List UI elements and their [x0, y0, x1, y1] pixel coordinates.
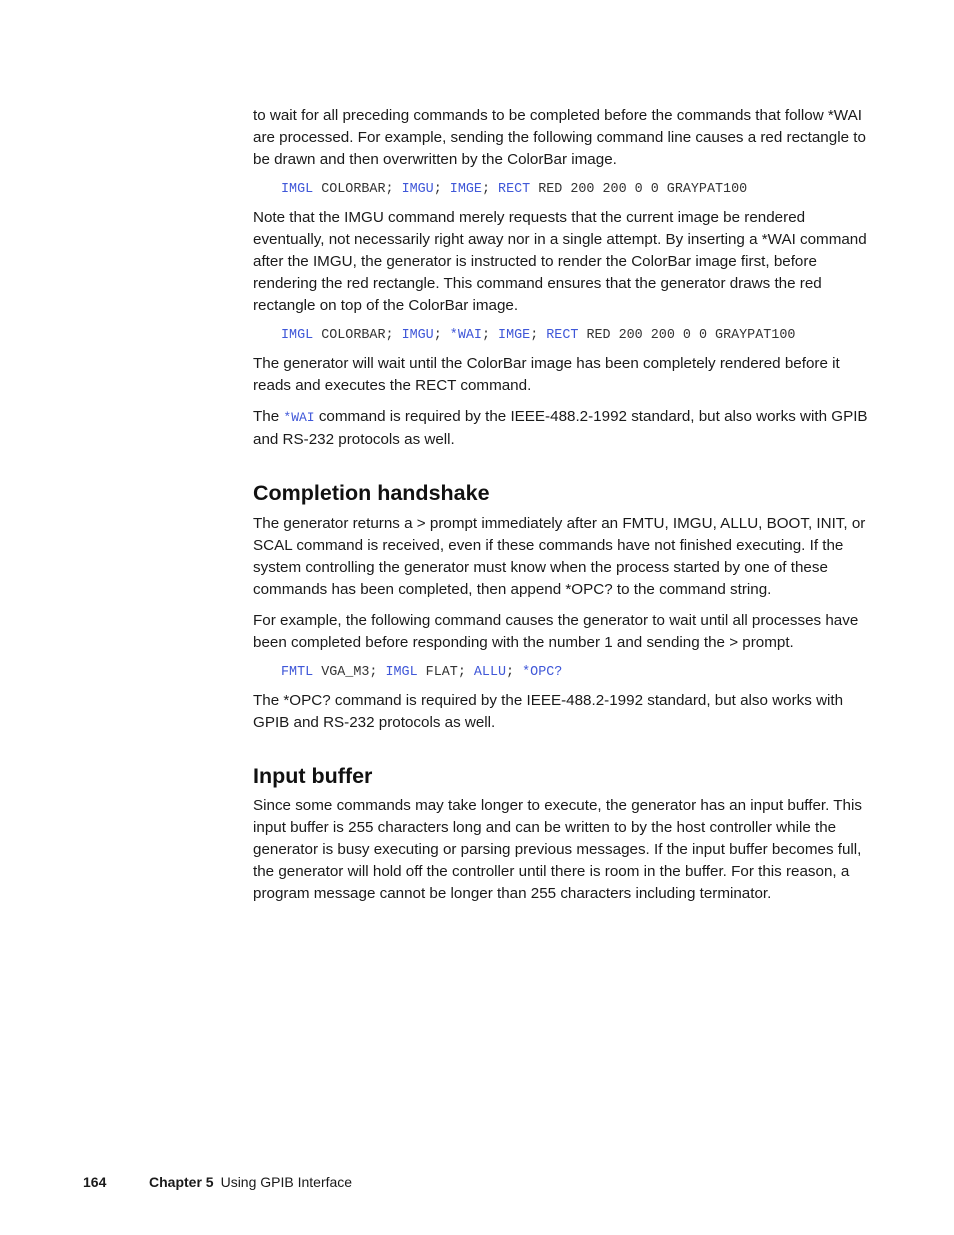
- paragraph-wait-render: The generator will wait until the ColorBar image has been completely rendered before it reads and executes the RECT command.: [253, 355, 840, 394]
- heading-completion-handshake: Completion handshake: [253, 481, 490, 505]
- code-text: ;: [433, 182, 450, 197]
- code-keyword[interactable]: RECT: [546, 328, 579, 343]
- code-text: RED 200 200 0 0 GRAYPAT100: [578, 328, 796, 343]
- code-example-1: [281, 181, 873, 199]
- code-text: ;: [506, 665, 523, 680]
- code-keyword[interactable]: IMGL: [385, 665, 418, 680]
- paragraph-opc-standard: The *OPC? command is required by the IEEE-488.2-1992 standard, but also works with GPIB and RS-232 protocols as well.: [253, 692, 844, 731]
- code-keyword[interactable]: RECT: [498, 182, 531, 197]
- heading-input-buffer: Input buffer: [253, 764, 373, 788]
- paragraph-example: For example, the following command causes the generator to wait until all processes have been completed before responding with the number 1 and sending the > prompt.: [253, 612, 859, 651]
- code-example-2: [281, 327, 873, 345]
- code-text: COLORBAR;: [313, 182, 402, 197]
- code-keyword[interactable]: IMGU: [401, 328, 434, 343]
- code-text: COLORBAR;: [313, 328, 402, 343]
- paragraph-wai-standard: [253, 406, 873, 451]
- code-keyword[interactable]: IMGE: [449, 182, 482, 197]
- paragraph-imgu-note: Note that the IMGU command merely requests that the current image be rendered eventually, not necessarily right away nor in a single attempt. By inserting a *WAI command after the IMGU, the generator is instructed to render the ColorBar image first, before rendering the red rectangle. This command ensures that the generator draws the red rectangle on top of the ColorBar image.: [253, 209, 867, 314]
- code-keyword[interactable]: IMGE: [498, 328, 531, 343]
- code-keyword[interactable]: IMGL: [281, 328, 314, 343]
- paragraph-prompt: The generator returns a > prompt immediately after an FMTU, IMGU, ALLU, BOOT, INIT, or SCAL command is received, even if these commands have not finished executing. If the system controlling the generator must know when the process started by one of these commands has been completed, then append *OPC? to the command string.: [253, 515, 866, 598]
- code-text: ;: [481, 328, 499, 343]
- page-content: [253, 105, 873, 905]
- code-text: RED 200 200 0 0 GRAYPAT100: [530, 182, 748, 197]
- page-number: 164: [83, 1174, 107, 1190]
- chapter-title: Using GPIB Interface: [220, 1174, 353, 1190]
- code-text: ;: [481, 182, 499, 197]
- code-keyword[interactable]: IMGL: [281, 182, 314, 197]
- code-text: ;: [433, 328, 450, 343]
- inline-code-wai[interactable]: *WAI: [283, 410, 315, 425]
- paragraph-wai-intro: to wait for all preceding commands to be completed before the commands that follow *WAI are processed. For example, sending the following command line causes a red rectangle to be drawn and then overwritten by the ColorBar image.: [253, 107, 866, 168]
- code-keyword[interactable]: IMGU: [401, 182, 434, 197]
- chapter-label: Chapter 5: [149, 1174, 214, 1190]
- text-span: The: [253, 408, 284, 425]
- code-keyword[interactable]: FMTL: [281, 665, 314, 680]
- code-text: VGA_M3;: [313, 665, 386, 680]
- text-span: command is required by the IEEE-488.2-1992 standard, but also works with GPIB and RS-232 protocols as well.: [253, 408, 868, 448]
- code-text: FLAT;: [417, 665, 474, 680]
- code-keyword[interactable]: *OPC?: [522, 665, 563, 680]
- code-keyword[interactable]: ALLU: [473, 665, 507, 680]
- code-example-3: [281, 664, 873, 682]
- page-footer: [83, 1172, 352, 1192]
- code-keyword[interactable]: *WAI: [449, 328, 482, 343]
- code-text: ;: [530, 328, 547, 343]
- paragraph-input-buffer: Since some commands may take longer to execute, the generator has an input buffer. This input buffer is 255 characters long and can be written to by the host controller while the generator is busy executing or parsing previous messages. If the input buffer becomes full, the generator will hold off the controller until there is room in the buffer. For this reason, a program message cannot be longer than 255 characters including terminator.: [253, 797, 862, 902]
